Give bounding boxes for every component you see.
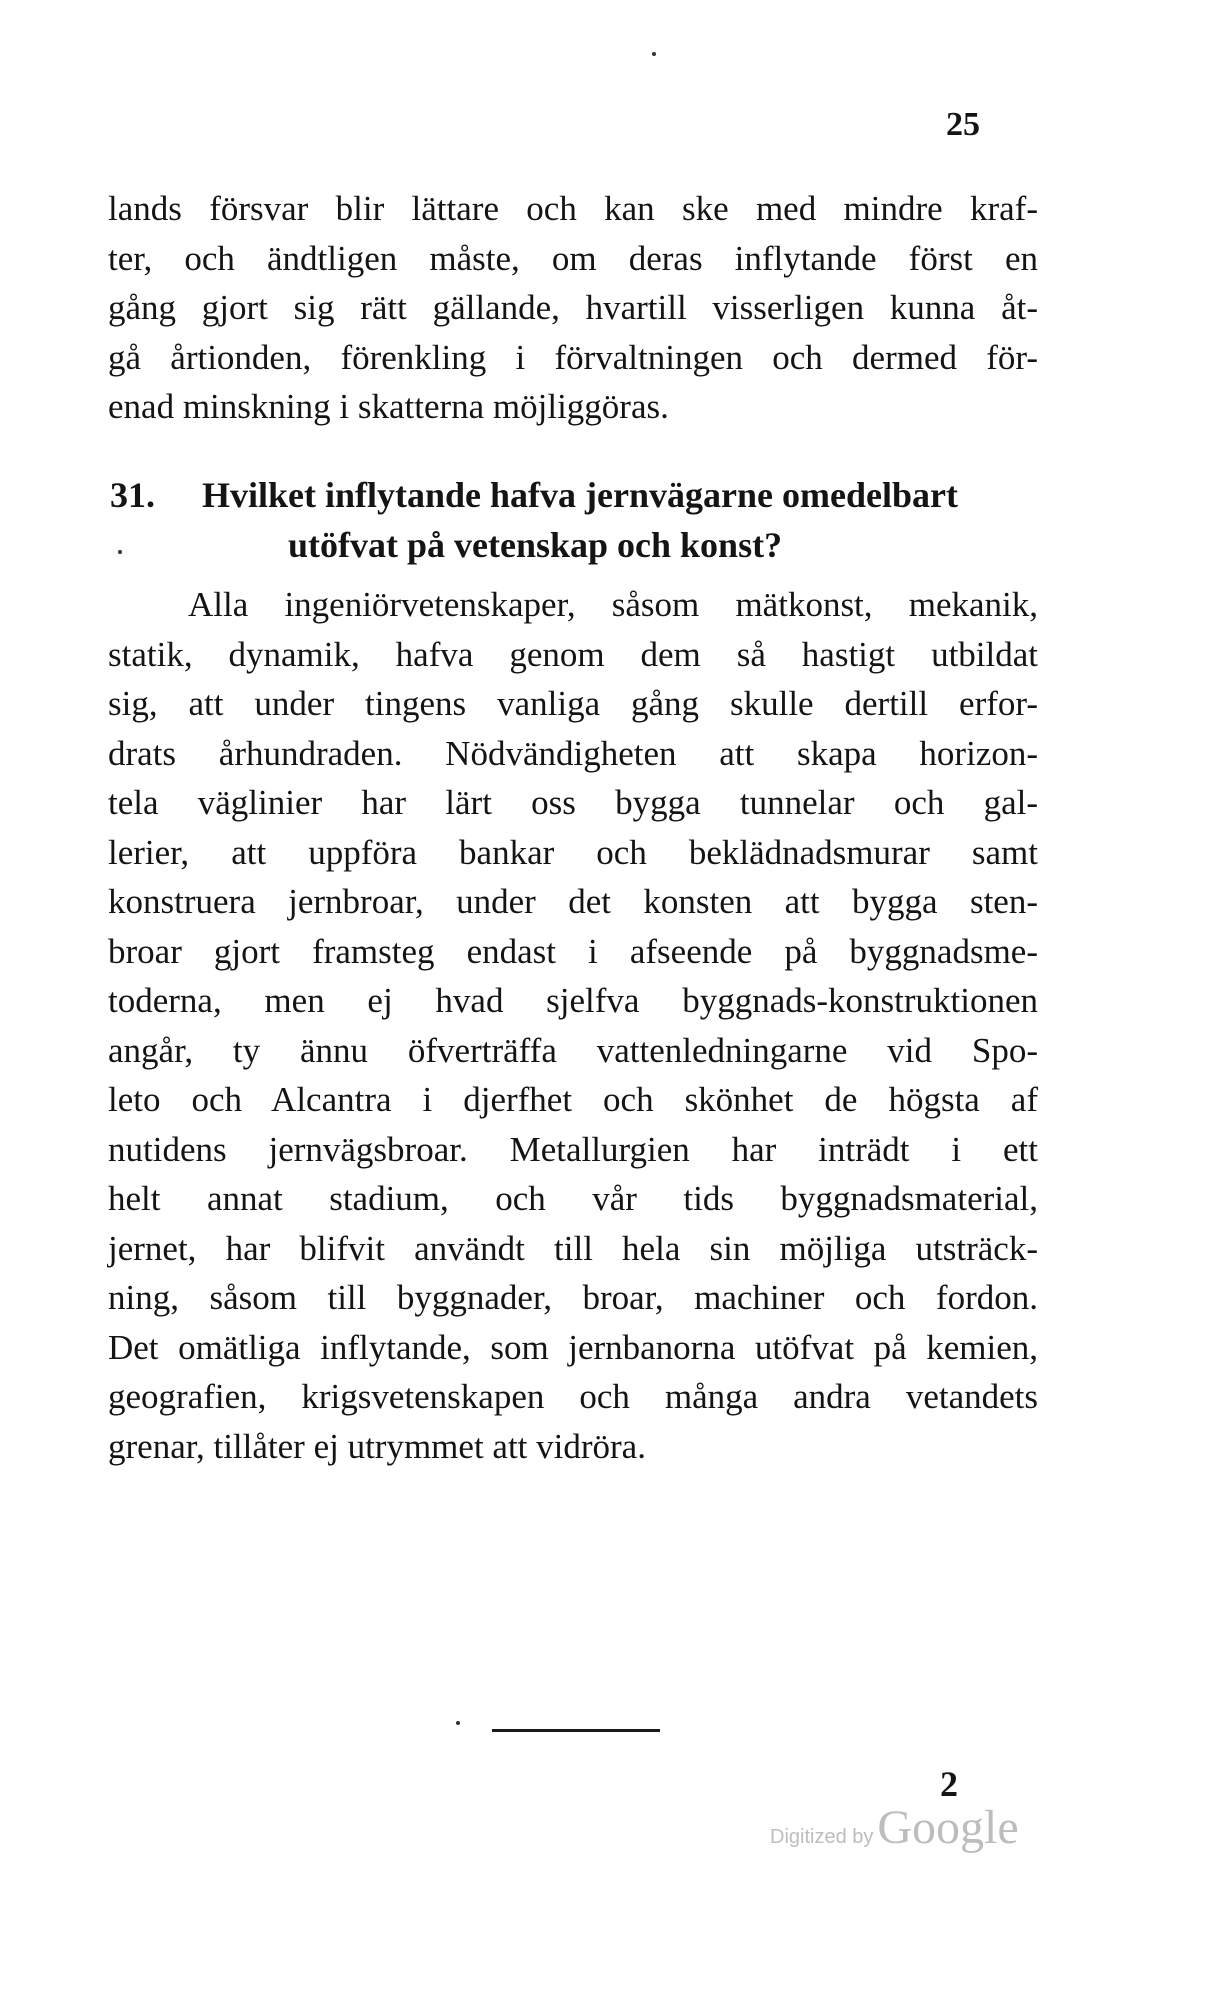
text-line: tela väglinier har lärt oss bygga tunnelar och gal- [108, 783, 1038, 822]
text-line: gå årtionden, förenkling i förvaltningen och dermed för- [108, 337, 1038, 377]
text-line: drats århundraden. Nödvändigheten att skapa horizon- [108, 733, 1038, 773]
ink-speck [652, 52, 656, 56]
paragraph-1 [108, 184, 1038, 432]
text-line: angår, ty ännu öfverträffa vattenledningarne vid Spo- [108, 1030, 1038, 1070]
text-line: konstruera jernbroar, under det konsten att bygga sten- [108, 882, 1038, 921]
text-line: geografien, krigsvetenskapen och många andra vetandets [108, 1377, 1038, 1416]
text-line: lerier, att uppföra bankar och beklädnadsmurar samt [108, 832, 1038, 872]
section-title-line-2: utöfvat på vetenskap och konst? [288, 525, 783, 565]
signature-mark: 2 [940, 1764, 958, 1804]
text-line: Alla ingeniörvetenskaper, såsom mätkonst, mekanik, [188, 585, 1038, 624]
text-line: grenar, tillåter ej utrymmet att vidröra. [108, 1426, 646, 1466]
ink-speck [456, 1721, 460, 1725]
text-line: ter, och ändtligen måste, om deras inflytande först en [108, 238, 1038, 278]
digitized-watermark [770, 1800, 1019, 1855]
text-line: helt annat stadium, och vår tids byggnadsmaterial, [108, 1179, 1038, 1218]
page-number: 25 [946, 106, 980, 143]
text-line: leto och Alcantra i djerfhet och skönhet de högsta af [108, 1080, 1038, 1119]
section-title-line-1: Hvilket inflytande hafva jernvägarne omedelbart [202, 475, 958, 515]
paragraph-2 [108, 580, 1038, 1471]
text-line: enad minskning i skatterna möjliggöras. [108, 387, 669, 426]
text-line: broar gjort framsteg endast i afseende på byggnadsme- [108, 931, 1038, 971]
watermark-brand: Google [877, 1801, 1019, 1854]
text-line: jernet, har blifvit användt till hela sin möjliga utsträck- [108, 1228, 1038, 1268]
text-line: nutidens jernvägsbroar. Metallurgien har inträdt i ett [108, 1129, 1038, 1169]
text-line: toderna, men ej hvad sjelfva byggnads-konstruktionen [108, 981, 1038, 1020]
text-line: statik, dynamik, hafva genom dem så hastigt utbildat [108, 634, 1038, 674]
text-line: gång gjort sig rätt gällande, hvartill visserligen kunna åt- [108, 288, 1038, 327]
watermark-prefix: Digitized by [770, 1826, 874, 1848]
text-line: lands försvar blir lättare och kan ske med mindre kraf- [108, 189, 1038, 228]
ink-speck [118, 550, 122, 554]
text-line: Det omätliga inflytande, som jernbanorna utöfvat på kemien, [108, 1327, 1038, 1367]
section-heading [110, 470, 1040, 570]
section-number: 31. [110, 475, 155, 515]
text-line: sig, att under tingens vanliga gång skulle dertill erfor- [108, 684, 1038, 723]
section-end-rule [492, 1729, 660, 1732]
text-line: ning, såsom till byggnader, broar, machiner och fordon. [108, 1278, 1038, 1317]
